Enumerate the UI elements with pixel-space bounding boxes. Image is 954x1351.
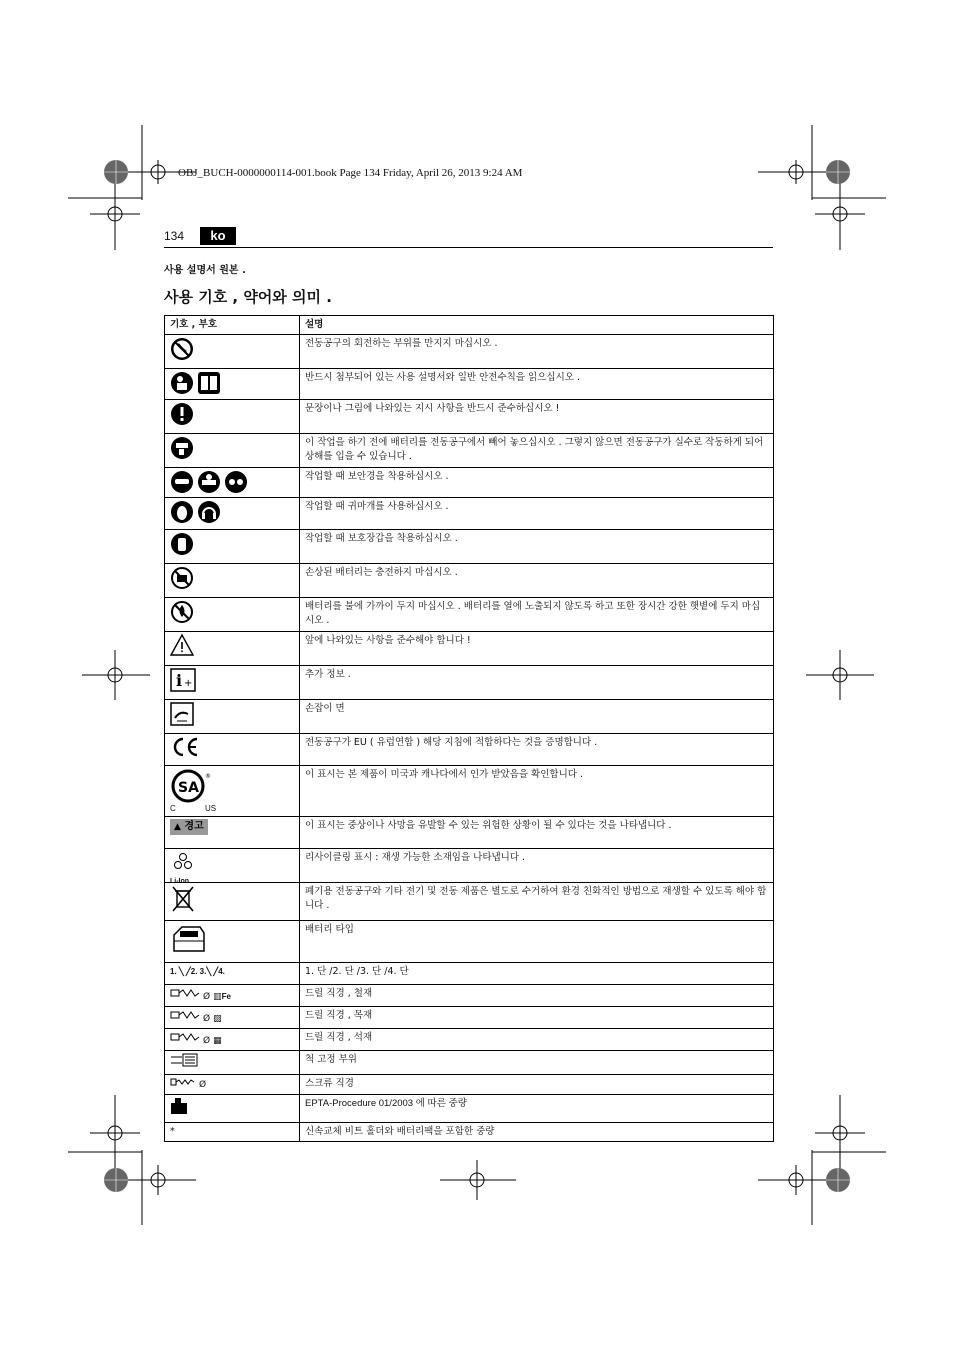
table-row	[165, 434, 774, 468]
table-row	[165, 700, 774, 734]
li-ion-label: Li-Ion	[170, 878, 190, 885]
header-rule	[164, 247, 773, 248]
table-row	[165, 766, 774, 817]
row-desc: 배터리를 불에 가까이 두지 마십시오 . 배터리를 열에 노출되지 않도록 하고 또한 장시간 강한 햇볕에 두지 마십시오 .	[300, 598, 774, 632]
table-row	[165, 734, 774, 766]
section-title: 사용 기호 , 약어와 의미 .	[164, 288, 332, 306]
table-row	[165, 1029, 774, 1051]
row-desc: 손잡이 면	[300, 700, 774, 734]
row-desc: 문장이나 그림에 나와있는 지시 사항을 반드시 준수하십시오 !	[300, 400, 774, 434]
table-row	[165, 1007, 774, 1029]
row-desc: 드릴 직경 , 철재	[300, 985, 774, 1007]
battery-pack-icon	[170, 923, 206, 955]
drill-steel-icon: Ø ▥Fe	[170, 991, 231, 1002]
row-desc: 리사이클링 표시 : 재생 가능한 소재임을 나타냅니다 .	[300, 849, 774, 883]
row-desc: 배터리 타입	[300, 921, 774, 963]
svg-text:®: ®	[205, 773, 211, 780]
row-desc: 이 표시는 본 제품이 미국과 캐나다에서 인가 받았음을 확인합니다 .	[300, 766, 774, 817]
table-row	[165, 963, 774, 985]
row-desc: 추가 정보 .	[300, 666, 774, 700]
no-touch-rotating-icon	[170, 337, 194, 361]
table-row	[165, 598, 774, 632]
row-desc: 스크류 직경	[300, 1075, 774, 1095]
exclamation-icon	[170, 402, 194, 426]
ear-protection-icon	[170, 500, 194, 524]
drill-masonry-icon: Ø ▦	[170, 1035, 222, 1046]
row-desc: 신속교체 비트 홀더와 배터리팩을 포함한 중량	[300, 1123, 774, 1142]
warning-triangle-icon	[170, 634, 194, 656]
table-row	[165, 849, 774, 883]
face-shield-icon	[197, 470, 221, 494]
info-icon	[170, 668, 196, 692]
weight-icon	[170, 1097, 188, 1115]
screw-diameter-icon: Ø	[170, 1079, 206, 1090]
row-desc: 앞에 나와있는 사항을 준수해야 합니다 !	[300, 632, 774, 666]
gloves-icon	[170, 532, 194, 556]
row-desc: 전동공구의 회전하는 부위를 만지지 마십시오 .	[300, 335, 774, 369]
row-desc: 척 고정 부위	[300, 1051, 774, 1075]
svg-text:SA: SA	[178, 780, 199, 796]
csa-mark-icon	[170, 768, 210, 804]
drill-wood-icon: Ø ▨	[170, 1013, 222, 1024]
table-row	[165, 335, 774, 369]
no-charge-damaged-battery-icon	[170, 566, 194, 590]
table-row	[165, 530, 774, 564]
crossed-bin-icon	[170, 885, 196, 913]
gear-steps-icon: 1. ╲ ╱2. 3.╲ ╱4.	[170, 967, 225, 976]
header-description: 설명	[300, 316, 774, 335]
row-desc: 드릴 직경 , 목재	[300, 1007, 774, 1029]
table-row	[165, 1075, 774, 1095]
ear-muffs-icon	[197, 500, 221, 524]
warning-badge-icon: ▲ 경고	[170, 819, 208, 835]
row-desc: 작업할 때 보호장갑을 착용하십시오 .	[300, 530, 774, 564]
asterisk: *	[165, 1123, 300, 1142]
grip-surface-icon	[170, 702, 194, 726]
row-desc: 1. 단 /2. 단 /3. 단 /4. 단	[300, 963, 774, 985]
row-desc: 손상된 배터리는 충전하지 마십시오 .	[300, 564, 774, 598]
csa-c-label: C	[170, 804, 176, 813]
row-desc: 작업할 때 귀마개를 사용하십시오 .	[300, 498, 774, 530]
table-row	[165, 817, 774, 849]
goggles-icon	[224, 470, 248, 494]
table-row	[165, 369, 774, 400]
language-badge: ko	[200, 227, 236, 245]
row-desc: 이 표시는 중상이나 사망을 유발할 수 있는 위험한 상황이 될 수 있다는 것을 나타냅니다 .	[300, 817, 774, 849]
svg-text:+: +	[184, 678, 193, 689]
page-number: 134	[164, 229, 185, 243]
table-row	[165, 883, 774, 921]
row-desc: 이 작업을 하기 전에 배터리를 전동공구에서 빼어 놓으십시오 . 그렇지 않으면 전동공구가 실수로 작동하게 되어 상해를 입을 수 있습니다 .	[300, 434, 774, 468]
table-row	[165, 666, 774, 700]
row-desc: 폐기용 전동공구와 기타 전기 및 전동 제품은 별도로 수거하여 환경 친화적인 방법으로 재생할 수 있도록 해야 합니다 .	[300, 883, 774, 921]
svg-text:i: i	[176, 671, 183, 690]
table-row	[165, 564, 774, 598]
table-row	[165, 498, 774, 530]
table-row	[165, 985, 774, 1007]
table-row	[165, 1123, 774, 1142]
table-row	[165, 632, 774, 666]
no-fire-icon	[170, 600, 194, 624]
chuck-clamping-icon	[170, 1053, 200, 1067]
row-desc: 작업할 때 보안경을 착용하십시오 .	[300, 468, 774, 498]
csa-us-label: US	[205, 804, 217, 813]
manual-book-icon	[197, 371, 221, 395]
ce-mark-icon	[170, 736, 200, 758]
row-desc: 드릴 직경 , 석재	[300, 1029, 774, 1051]
row-desc: EPTA-Procedure 01/2003 에 따른 중량	[300, 1095, 774, 1123]
symbols-table	[164, 315, 774, 1142]
table-row	[165, 400, 774, 434]
safety-goggles-icon	[170, 470, 194, 494]
table-header-row	[165, 316, 774, 335]
table-row	[165, 1051, 774, 1075]
remove-battery-icon	[170, 436, 194, 460]
table-row	[165, 1095, 774, 1123]
recycling-li-ion-icon	[170, 851, 196, 873]
row-desc: 전동공구가 EU ( 유럽연합 ) 해당 지침에 적합하다는 것을 증명합니다 .	[300, 734, 774, 766]
subtitle: 사용 설명서 원본 .	[164, 265, 246, 276]
table-row	[165, 921, 774, 963]
read-manual-icon	[170, 371, 194, 395]
header-symbol: 기호 , 부호	[165, 316, 300, 335]
book-info: OBJ_BUCH-0000000114-001.book Page 134 Friday, April 26, 2013 9:24 AM	[178, 167, 523, 179]
table-row	[165, 468, 774, 498]
row-desc: 반드시 첨부되어 있는 사용 설명서와 일반 안전수칙을 읽으십시오 .	[300, 369, 774, 400]
